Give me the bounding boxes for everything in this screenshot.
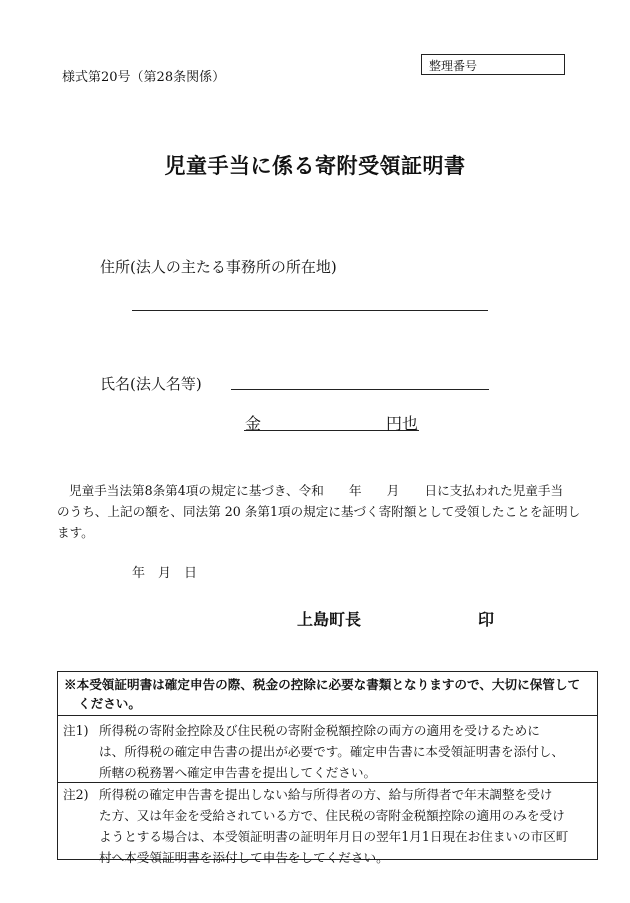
- issue-date: 年 月 日: [132, 566, 198, 581]
- notice-header-line: ください。: [78, 696, 141, 711]
- note-divider: [58, 782, 597, 783]
- note-line: 村へ本受領証明書を添付して申告をしてください。: [99, 850, 389, 865]
- note-body: [99, 720, 564, 783]
- amount-suffix: 円也: [385, 414, 418, 433]
- note-line: 所得税の確定申告書を提出しない給与所得者の方、給与所得者で年末調整を受け: [99, 787, 553, 802]
- certification-line: ます。: [57, 525, 94, 540]
- note-line: 所得税の寄附金控除及び住民税の寄附金税額控除の両方の適用を受けるために: [99, 723, 540, 738]
- address-entry-line[interactable]: [132, 310, 488, 311]
- note-line: ようとする場合は、本受領証明書の証明年月日の翌年1月1日現在お住まいの市区町: [99, 829, 569, 844]
- note-line: は、所得税の確定申告書の提出が必要です。確定申告書に本受領証明書を添付し、: [99, 744, 564, 759]
- document-title: 児童手当に係る寄附受領証明書: [164, 153, 466, 178]
- form-number: 様式第20号（第28条関係）: [62, 70, 226, 85]
- name-label: 氏名(法人名等): [100, 375, 202, 393]
- amount-prefix: 金: [245, 414, 262, 433]
- issuer-name: 上島町長: [297, 610, 362, 629]
- note-line: た方、又は年金を受給されている方で、住民税の寄附金税額控除の適用のみを受け: [99, 808, 565, 823]
- address-label: 住所(法人の主たる事務所の所在地): [100, 258, 337, 276]
- amount-field[interactable]: [244, 410, 419, 431]
- certification-line: のうち、上記の額を、同法第 20 条第1項の規定に基づく寄附額として受領したことを証明し: [57, 504, 581, 519]
- notice-header-line: ※本受領証明書は確定申告の際、税金の控除に必要な書類となりますので、大切に保管して: [64, 677, 581, 692]
- note-line: 所轄の税務署へ確定申告書を提出してください。: [99, 765, 377, 780]
- reference-number-box[interactable]: [421, 54, 565, 75]
- notice-box: [57, 671, 598, 865]
- certification-statement: [57, 480, 579, 543]
- note-body: [99, 784, 568, 868]
- certification-line: 児童手当法第8条第4項の規定に基づき、令和 年 月 日に支払われた児童手当: [69, 483, 564, 498]
- name-entry-line[interactable]: [231, 389, 489, 390]
- seal-mark: 印: [478, 610, 495, 629]
- note-label: 注1): [63, 723, 89, 738]
- notice-header: [58, 672, 597, 716]
- reference-number-label: 整理番号: [429, 59, 478, 73]
- note-label: 注2): [63, 787, 89, 802]
